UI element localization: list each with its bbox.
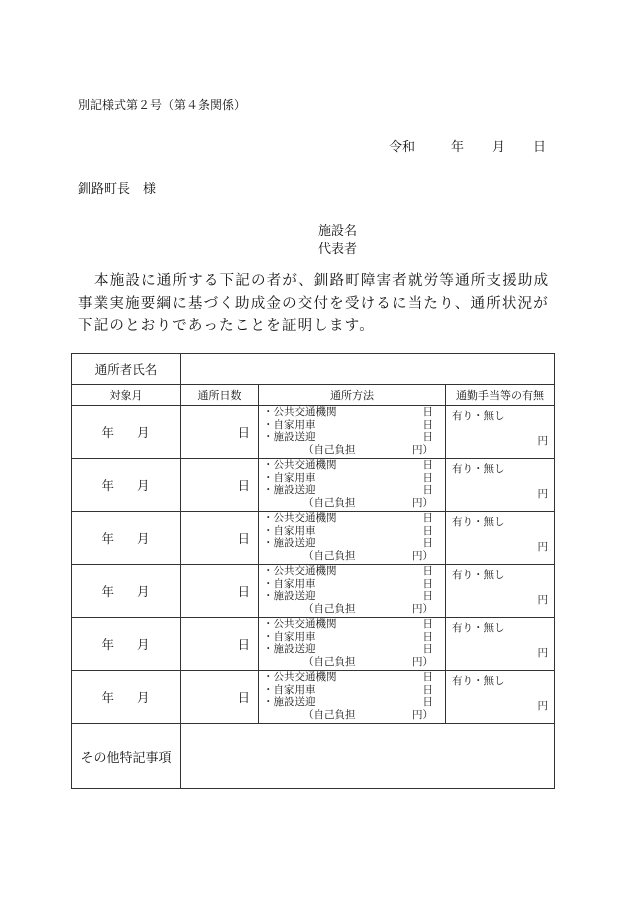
attendance-days-cell[interactable] — [181, 671, 259, 724]
month-unit: 月 — [137, 584, 151, 599]
method-label: ・公共交通機関 — [263, 671, 337, 683]
method-unit: 日 — [422, 590, 433, 602]
allowance-choice[interactable]: 有り・無し — [452, 675, 505, 687]
method-label: ・公共交通機関 — [263, 618, 337, 630]
method-line — [259, 406, 445, 419]
method-unit: 日 — [422, 406, 433, 418]
self-burden-line — [259, 497, 445, 510]
method-line — [259, 578, 445, 591]
method-line — [259, 696, 445, 709]
method-label: ・自家用車 — [263, 683, 316, 696]
method-line — [259, 684, 445, 697]
allowance-choice[interactable]: 有り・無し — [452, 569, 505, 581]
method-label: ・公共交通機関 — [263, 565, 337, 577]
method-line — [259, 525, 445, 538]
year-unit: 年 — [101, 690, 115, 705]
facility-name-label: 施設名 — [318, 224, 358, 239]
commute-method-cell[interactable] — [259, 618, 446, 671]
day-unit: 日 — [237, 584, 250, 599]
month-row — [72, 565, 555, 618]
yen-unit: 円 — [537, 435, 549, 447]
yen-unit: 円 — [537, 541, 549, 553]
month-unit: 月 — [137, 690, 151, 705]
method-label: （自己負担 — [303, 443, 356, 456]
remarks-field[interactable] — [181, 724, 555, 789]
method-label: ・施設送迎 — [263, 431, 316, 443]
commute-method-cell[interactable] — [259, 671, 446, 724]
remarks-row — [72, 724, 555, 789]
method-unit: 日 — [422, 643, 433, 655]
date-year-unit: 年 — [450, 140, 464, 155]
header-row — [72, 385, 555, 406]
commute-method-cell[interactable] — [259, 406, 446, 459]
method-line — [259, 431, 445, 444]
method-label: ・自家用車 — [263, 577, 316, 590]
method-label: ・施設送迎 — [263, 643, 316, 655]
target-month-cell[interactable] — [72, 459, 181, 512]
allowance-choice[interactable]: 有り・無し — [452, 410, 505, 422]
allowance-cell[interactable] — [446, 671, 555, 724]
month-row — [72, 512, 555, 565]
date-month-unit: 月 — [491, 140, 505, 155]
method-unit: 日 — [422, 630, 433, 643]
allowance-choice[interactable]: 有り・無し — [452, 622, 505, 634]
yen-unit: 円 — [537, 700, 549, 712]
name-row — [72, 354, 555, 385]
method-label: ・自家用車 — [263, 471, 316, 484]
attendance-days-cell[interactable] — [181, 618, 259, 671]
self-burden-line — [259, 603, 445, 616]
month-unit: 月 — [137, 478, 151, 493]
month-row — [72, 459, 555, 512]
target-month-cell[interactable] — [72, 406, 181, 459]
method-unit: 円） — [412, 602, 433, 615]
year-unit: 年 — [101, 584, 115, 599]
method-unit: 日 — [422, 683, 433, 696]
date-day-unit: 日 — [532, 140, 546, 155]
month-row — [72, 618, 555, 671]
attendance-days-cell[interactable] — [181, 512, 259, 565]
allowance-choice[interactable]: 有り・無し — [452, 516, 505, 528]
method-line — [259, 631, 445, 644]
target-month-cell[interactable] — [72, 512, 181, 565]
attendance-days-cell[interactable] — [181, 459, 259, 512]
method-label: ・自家用車 — [263, 630, 316, 643]
allowance-choice[interactable]: 有り・無し — [452, 463, 505, 475]
method-unit: 日 — [422, 696, 433, 708]
year-unit: 年 — [101, 637, 115, 652]
method-label: ・自家用車 — [263, 418, 316, 431]
method-label: （自己負担 — [303, 602, 356, 615]
method-line — [259, 643, 445, 656]
method-label: ・公共交通機関 — [263, 406, 337, 418]
month-row — [72, 406, 555, 459]
year-unit: 年 — [101, 425, 115, 440]
header-method: 通所方法 — [259, 385, 446, 406]
method-unit: 日 — [422, 671, 433, 683]
self-burden-line — [259, 709, 445, 722]
commute-method-cell[interactable] — [259, 459, 446, 512]
method-unit: 円） — [412, 549, 433, 562]
method-label: ・施設送迎 — [263, 590, 316, 602]
date-line — [389, 136, 546, 155]
attendance-days-cell[interactable] — [181, 406, 259, 459]
method-unit: 日 — [422, 512, 433, 524]
allowance-cell[interactable] — [446, 565, 555, 618]
commute-method-cell[interactable] — [259, 565, 446, 618]
method-line — [259, 512, 445, 525]
method-label: （自己負担 — [303, 655, 356, 668]
day-unit: 日 — [237, 637, 250, 652]
day-unit: 日 — [237, 690, 250, 705]
method-unit: 日 — [422, 418, 433, 431]
allowance-cell[interactable] — [446, 512, 555, 565]
yen-unit: 円 — [537, 594, 549, 606]
self-burden-line — [259, 550, 445, 563]
self-burden-line — [259, 656, 445, 669]
representative-label: 代表者 — [318, 242, 358, 257]
method-unit: 日 — [422, 524, 433, 537]
method-line — [259, 671, 445, 684]
attendance-days-cell[interactable] — [181, 565, 259, 618]
day-unit: 日 — [237, 425, 250, 440]
method-line — [259, 590, 445, 603]
method-unit: 円） — [412, 496, 433, 509]
target-month-cell[interactable] — [72, 565, 181, 618]
method-unit: 日 — [422, 431, 433, 443]
day-unit: 日 — [237, 478, 250, 493]
commute-method-cell[interactable] — [259, 512, 446, 565]
header-month: 対象月 — [72, 385, 181, 406]
attendance-table — [71, 353, 555, 789]
header-allowance: 通勤手当等の有無 — [446, 385, 555, 406]
method-unit: 日 — [422, 537, 433, 549]
method-label: （自己負担 — [303, 708, 356, 721]
method-line — [259, 419, 445, 432]
allowance-cell[interactable] — [446, 618, 555, 671]
method-unit: 日 — [422, 484, 433, 496]
method-label: ・公共交通機関 — [263, 459, 337, 471]
yen-unit: 円 — [537, 488, 549, 500]
method-unit: 日 — [422, 471, 433, 484]
target-month-cell[interactable] — [72, 671, 181, 724]
method-line — [259, 472, 445, 485]
name-field[interactable] — [181, 354, 555, 385]
method-unit: 円） — [412, 443, 433, 456]
certification-statement: 本施設に通所する下記の者が、釧路町障害者就労等通所支援助成事業実施要綱に基づく助成金の交付を受けるに当たり、通所状況が下記のとおりであったことを証明します。 — [78, 273, 550, 334]
method-label: ・施設送迎 — [263, 696, 316, 708]
method-unit: 日 — [422, 618, 433, 630]
method-line — [259, 618, 445, 631]
year-unit: 年 — [101, 531, 115, 546]
method-label: ・施設送迎 — [263, 484, 316, 496]
method-label: （自己負担 — [303, 549, 356, 562]
month-unit: 月 — [137, 425, 151, 440]
target-month-cell[interactable] — [72, 618, 181, 671]
allowance-cell[interactable] — [446, 406, 555, 459]
self-burden-line — [259, 444, 445, 457]
day-unit: 日 — [237, 531, 250, 546]
month-row — [72, 671, 555, 724]
yen-unit: 円 — [537, 647, 549, 659]
method-label: ・公共交通機関 — [263, 512, 337, 524]
header-days: 通所日数 — [181, 385, 259, 406]
form-number: 別記様式第２号（第４条関係） — [78, 98, 247, 112]
name-label: 通所者氏名 — [72, 354, 181, 385]
method-label: ・自家用車 — [263, 524, 316, 537]
remarks-label: その他特記事項 — [72, 724, 181, 789]
method-line — [259, 537, 445, 550]
method-line — [259, 565, 445, 578]
method-unit: 日 — [422, 459, 433, 471]
month-unit: 月 — [137, 637, 151, 652]
method-label: ・施設送迎 — [263, 537, 316, 549]
addressee: 釧路町長 様 — [78, 182, 157, 197]
year-unit: 年 — [101, 478, 115, 493]
method-unit: 日 — [422, 577, 433, 590]
month-unit: 月 — [137, 531, 151, 546]
date-era: 令和 — [388, 140, 415, 155]
method-line — [259, 484, 445, 497]
allowance-cell[interactable] — [446, 459, 555, 512]
method-unit: 日 — [422, 565, 433, 577]
method-unit: 円） — [412, 708, 433, 721]
method-unit: 円） — [412, 655, 433, 668]
method-line — [259, 459, 445, 472]
method-label: （自己負担 — [303, 496, 356, 509]
